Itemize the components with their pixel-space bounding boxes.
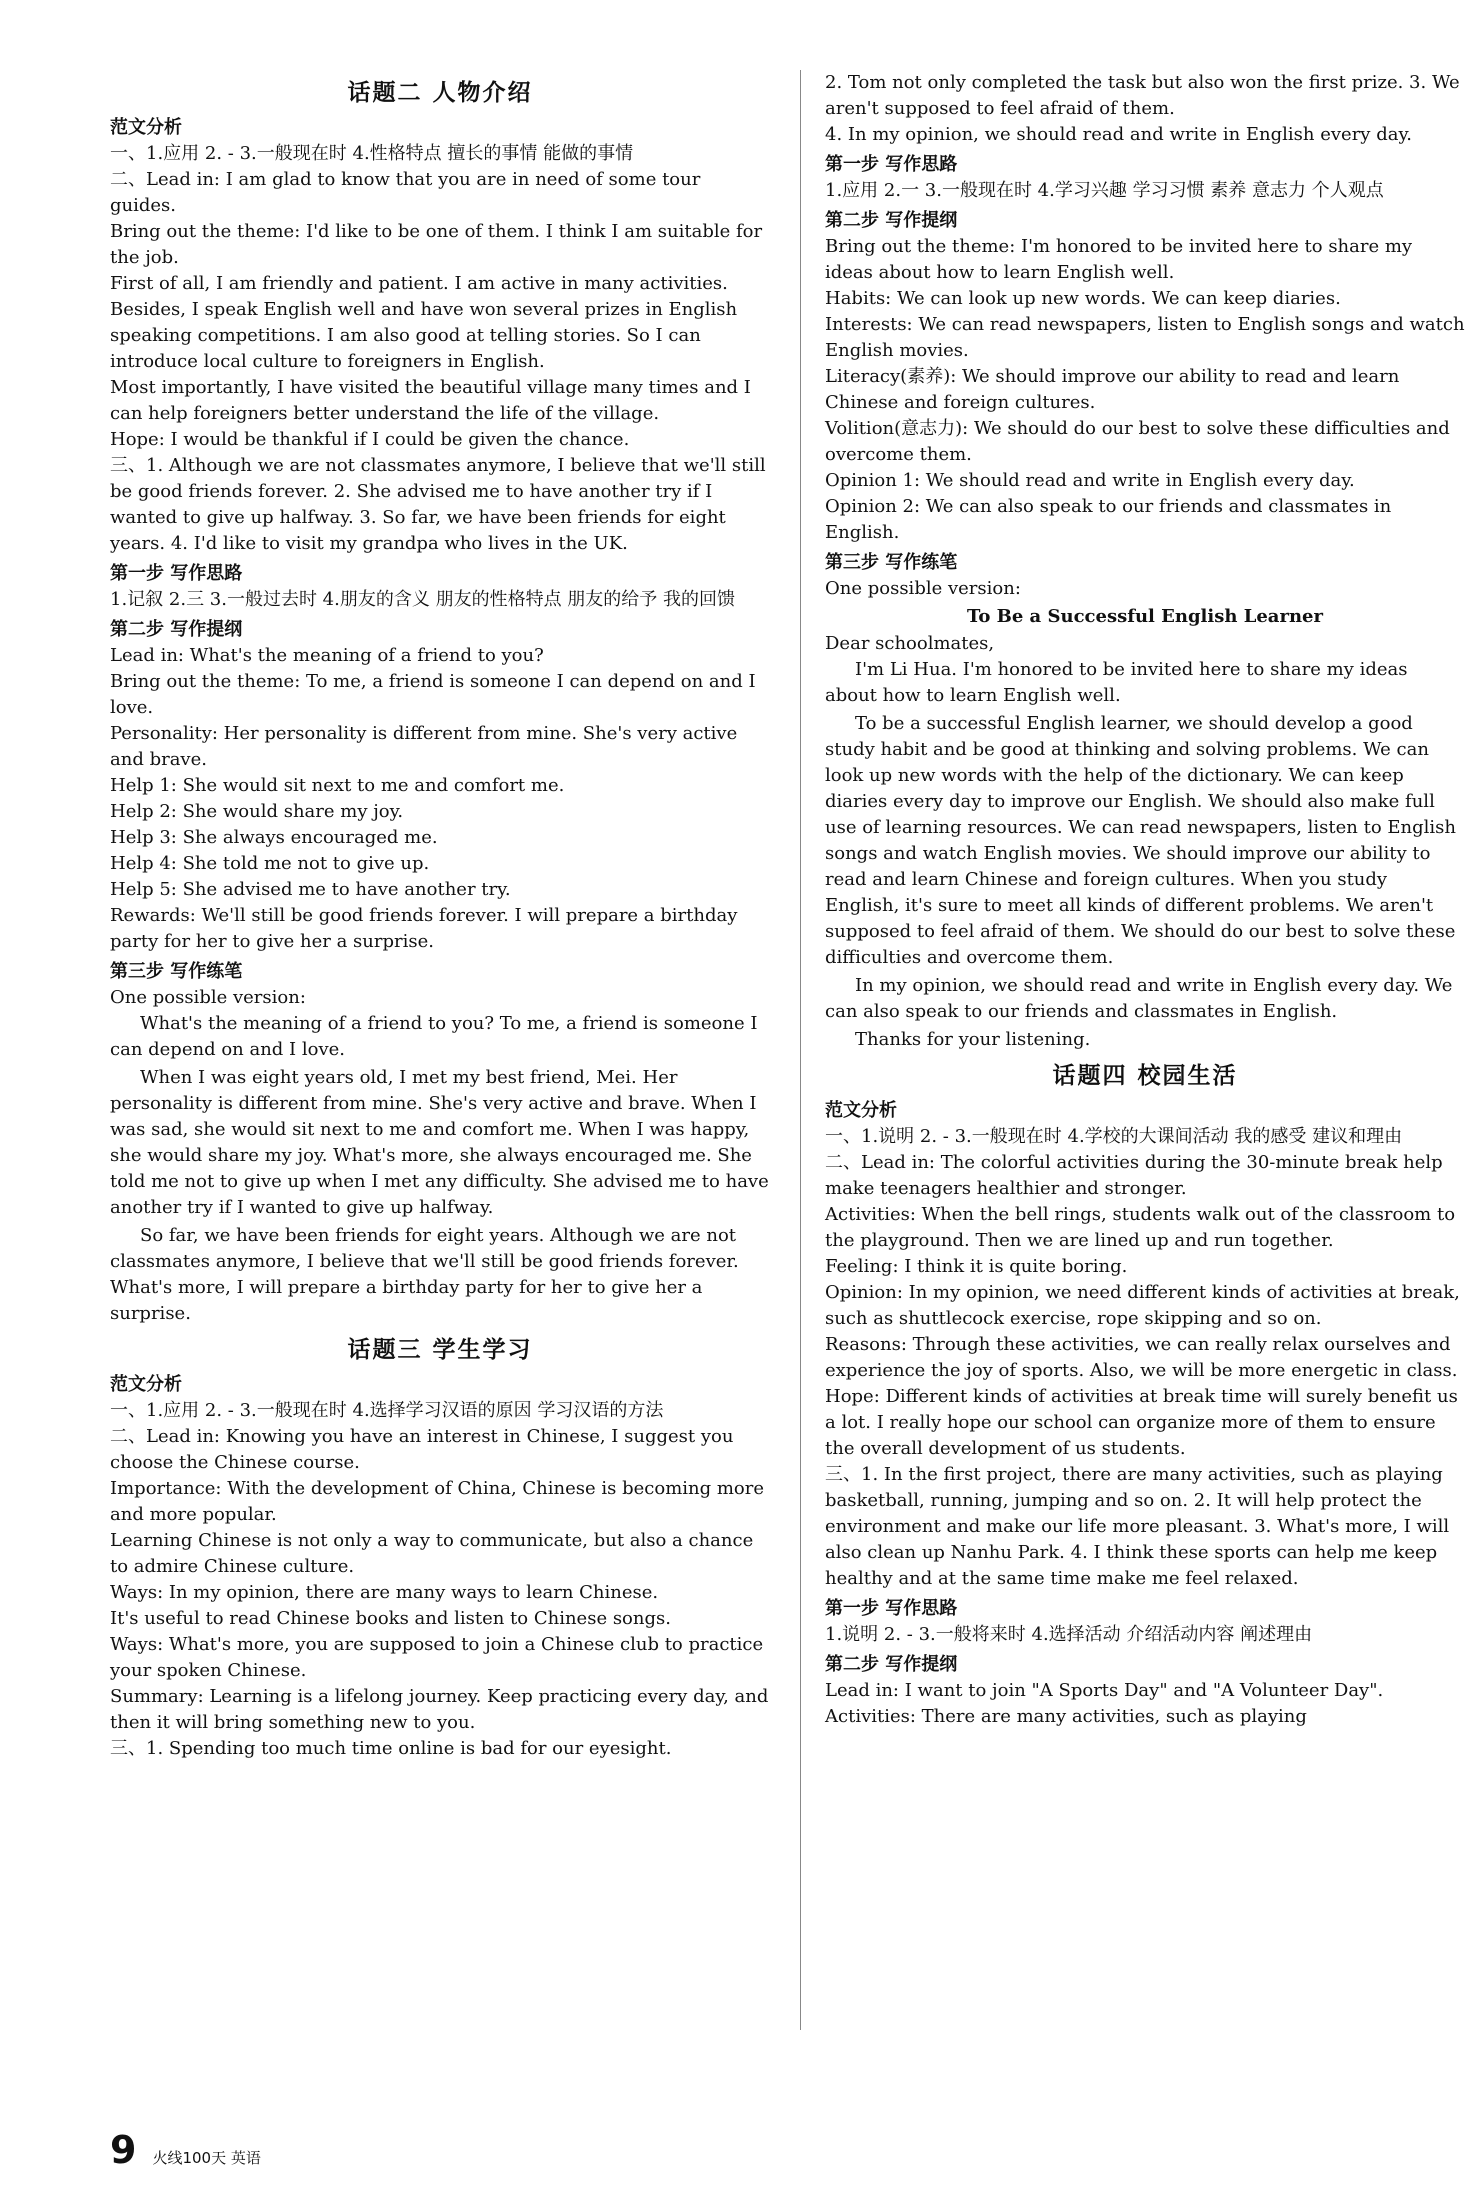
t3-line: Importance: With the development of China, Chinese is becoming more and more popular. [110,1478,765,1525]
page-footer [110,2128,261,2172]
t4-line: 三、1. In the first project, there are many activities, such as playing basketball, running, jumping and so on. 2. It will help protect the environment and make our life more pleasant. 3. What's more, I will also clean up Nanhu Park. 4. I think these sports can help me keep healthy and at the same time make me feel relaxed. [825,1464,1450,1589]
t3-outline-line: Literacy(素养): We should improve our ability to read and learn Chinese and foreign cultures. [825,366,1400,413]
t2-line: Most importantly, I have visited the beautiful village many times and I can help foreigners better understand the life of the village. [110,377,751,424]
topic4-title: 话题四 校园生活 [1052,1063,1238,1089]
t2-essay-paragraph: So far, we have been friends for eight years. Although we are not classmates anymore, I believe that we'll still be good friends forever. What's more, I will prepare a birthday party for her to give her a surprise. [110,1225,739,1324]
t3-version: One possible version: [825,578,1021,599]
t3-essay-paragraph: Thanks for your listening. [855,1029,1091,1050]
t2-outline-line: Help 2: She would share my joy. [110,801,404,822]
t3-line: It's useful to read Chinese books and listen to Chinese songs. [110,1608,671,1629]
t2-outline-line: Bring out the theme: To me, a friend is someone I can depend on and I love. [110,671,756,718]
t2-outline-line: Personality: Her personality is different from mine. She's very active and brave. [110,723,738,770]
t3-cont-line: 4. In my opinion, we should read and write in English every day. [825,124,1412,145]
t2-outline-line: Help 3: She always encouraged me. [110,827,438,848]
topic3-title: 话题三 学生学习 [347,1337,533,1363]
book-title: 火线100天 英语 [152,2149,261,2167]
right-column [825,70,1465,1730]
t3-outline-line: Interests: We can read newspapers, listen to English songs and watch English movies. [825,314,1465,361]
t2-version: One possible version: [110,987,306,1008]
t2-line: 二、Lead in: I am glad to know that you are in need of some tour guides. [110,169,701,216]
t3-essay-paragraph: I'm Li Hua. I'm honored to be invited here to share my ideas about how to learn English well. [825,659,1408,706]
t3-line: 二、Lead in: Knowing you have an interest in Chinese, I suggest you choose the Chinese course. [110,1426,734,1473]
t3-cont-line: 2. Tom not only completed the task but also won the first prize. 3. We aren't supposed to feel afraid of them. [825,72,1460,119]
t2-outline-line: Rewards: We'll still be good friends forever. I will prepare a birthday party for her to give her a surprise. [110,905,738,952]
t4-line: Feeling: I think it is quite boring. [825,1256,1128,1277]
t3-step1-line: 1.应用 2.一 3.一般现在时 4.学习兴趣 学习习惯 素养 意志力 个人观点 [825,180,1384,201]
t3-outline-line: Habits: We can look up new words. We can keep diaries. [825,288,1341,309]
t2-line: Hope: I would be thankful if I could be given the chance. [110,429,630,450]
topic2-title: 话题二 人物介绍 [347,80,533,106]
t2-line: Bring out the theme: I'd like to be one of them. I think I am suitable for the job. [110,221,763,268]
topic2-analysis: 范文分析 [110,117,182,138]
t3-line: 一、1.应用 2. - 3.一般现在时 4.选择学习汉语的原因 学习汉语的方法 [110,1400,664,1421]
t3-line: Ways: What's more, you are supposed to join a Chinese club to practice your spoken Chinese. [110,1634,764,1681]
topic3-analysis: 范文分析 [110,1374,182,1395]
t3-step1: 第一步 写作思路 [825,154,958,175]
t3-line: Summary: Learning is a lifelong journey. Keep practicing every day, and then it will bring something new to you. [110,1686,769,1733]
t2-line: Besides, I speak English well and have won several prizes in English speaking competitions. I am also good at telling stories. So I can introduce local culture to foreigners in English. [110,299,738,372]
t4-step1: 第一步 写作思路 [825,1598,958,1619]
t2-step3: 第三步 写作练笔 [110,961,243,982]
t2-outline-line: Lead in: What's the meaning of a friend to you? [110,645,544,666]
t2-step2: 第二步 写作提纲 [110,619,243,640]
t3-outline-line: Opinion 2: We can also speak to our friends and classmates in English. [825,496,1392,543]
t2-essay-paragraph: What's the meaning of a friend to you? To me, a friend is someone I can depend on and I love. [110,1013,758,1060]
page-number: 9 [110,2128,137,2172]
t2-essay-paragraph: When I was eight years old, I met my best friend, Mei. Her personality is different from mine. She's very active and brave. When I was sad, she would sit next to me and comfort me. When I was happy, she would share my joy. What's more, she always encouraged me. She told me not to give up when I met any difficulty. She advised me to have another try if I wanted to give up halfway. [110,1067,769,1218]
t3-essay-paragraph: To be a successful English learner, we should develop a good study habit and be good at thinking and solving problems. We can look up new words with the help of the dictionary. We can keep diaries every day to improve our English. We should also make full use of learning resources. We can read newspapers, listen to English songs and watch English movies. We should improve our ability to read and learn Chinese and foreign cultures. When you study English, it's sure to meet all kinds of different problems. We aren't supposed to feel afraid of them. We should do our best to solve these difficulties and overcome them. [825,713,1457,968]
t2-line: First of all, I am friendly and patient. I am active in many activities. [110,273,728,294]
left-column [110,70,770,1762]
t2-line: 三、1. Although we are not classmates anymore, I believe that we'll still be good friends forever. 2. She advised me to have another try if I wanted to give up halfway. 3. So far, we have been friends for eight years. 4. I'd like to visit my grandpa who lives in the UK. [110,455,766,554]
t4-outline-line: Activities: There are many activities, such as playing [825,1706,1307,1727]
t2-outline-line: Help 4: She told me not to give up. [110,853,430,874]
t4-step2: 第二步 写作提纲 [825,1654,958,1675]
t2-outline-line: Help 5: She advised me to have another try. [110,879,511,900]
t2-step1: 第一步 写作思路 [110,563,243,584]
t4-line: Reasons: Through these activities, we can really relax ourselves and experience the joy of sports. Also, we will be more energetic in class. [825,1334,1458,1381]
t3-essay-paragraph: In my opinion, we should read and write in English every day. We can also speak to our friends and classmates in English. [825,975,1453,1022]
t3-line: 三、1. Spending too much time online is bad for our eyesight. [110,1738,672,1759]
t4-outline-line: Lead in: I want to join "A Sports Day" and "A Volunteer Day". [825,1680,1384,1701]
t4-line: 二、Lead in: The colorful activities during the 30-minute break help make teenagers healthier and stronger. [825,1152,1443,1199]
topic4-analysis: 范文分析 [825,1100,897,1121]
t2-outline-line: Help 1: She would sit next to me and comfort me. [110,775,565,796]
t4-line: 一、1.说明 2. - 3.一般现在时 4.学校的大课间活动 我的感受 建议和理由 [825,1126,1403,1147]
t4-line: Hope: Different kinds of activities at break time will surely benefit us a lot. I really hope our school can organize more of them to ensure the overall development of us students. [825,1386,1458,1459]
t4-line: Activities: When the bell rings, students walk out of the classroom to the playground. Then we are lined up and run together. [825,1204,1456,1251]
essay-greeting: Dear schoolmates, [825,633,995,654]
column-divider [800,70,801,2030]
t3-step2: 第二步 写作提纲 [825,210,958,231]
t3-step3: 第三步 写作练笔 [825,552,958,573]
t2-line: 一、1.应用 2. - 3.一般现在时 4.性格特点 擅长的事情 能做的事情 [110,143,634,164]
t3-line: Learning Chinese is not only a way to communicate, but also a chance to admire Chinese culture. [110,1530,754,1577]
t3-outline-line: Bring out the theme: I'm honored to be invited here to share my ideas about how to learn English well. [825,236,1413,283]
t3-line: Ways: In my opinion, there are many ways to learn Chinese. [110,1582,659,1603]
essay-title: To Be a Successful English Learner [967,606,1323,627]
t4-line: Opinion: In my opinion, we need different kinds of activities at break, such as shuttlecock exercise, rope skipping and so on. [825,1282,1460,1329]
t3-outline-line: Volition(意志力): We should do our best to solve these difficulties and overcome them. [825,418,1450,465]
t3-outline-line: Opinion 1: We should read and write in English every day. [825,470,1355,491]
t4-step1-line: 1.说明 2. - 3.一般将来时 4.选择活动 介绍活动内容 阐述理由 [825,1624,1313,1645]
t2-step1-line: 1.记叙 2.三 3.一般过去时 4.朋友的含义 朋友的性格特点 朋友的给予 我的回馈 [110,589,736,610]
